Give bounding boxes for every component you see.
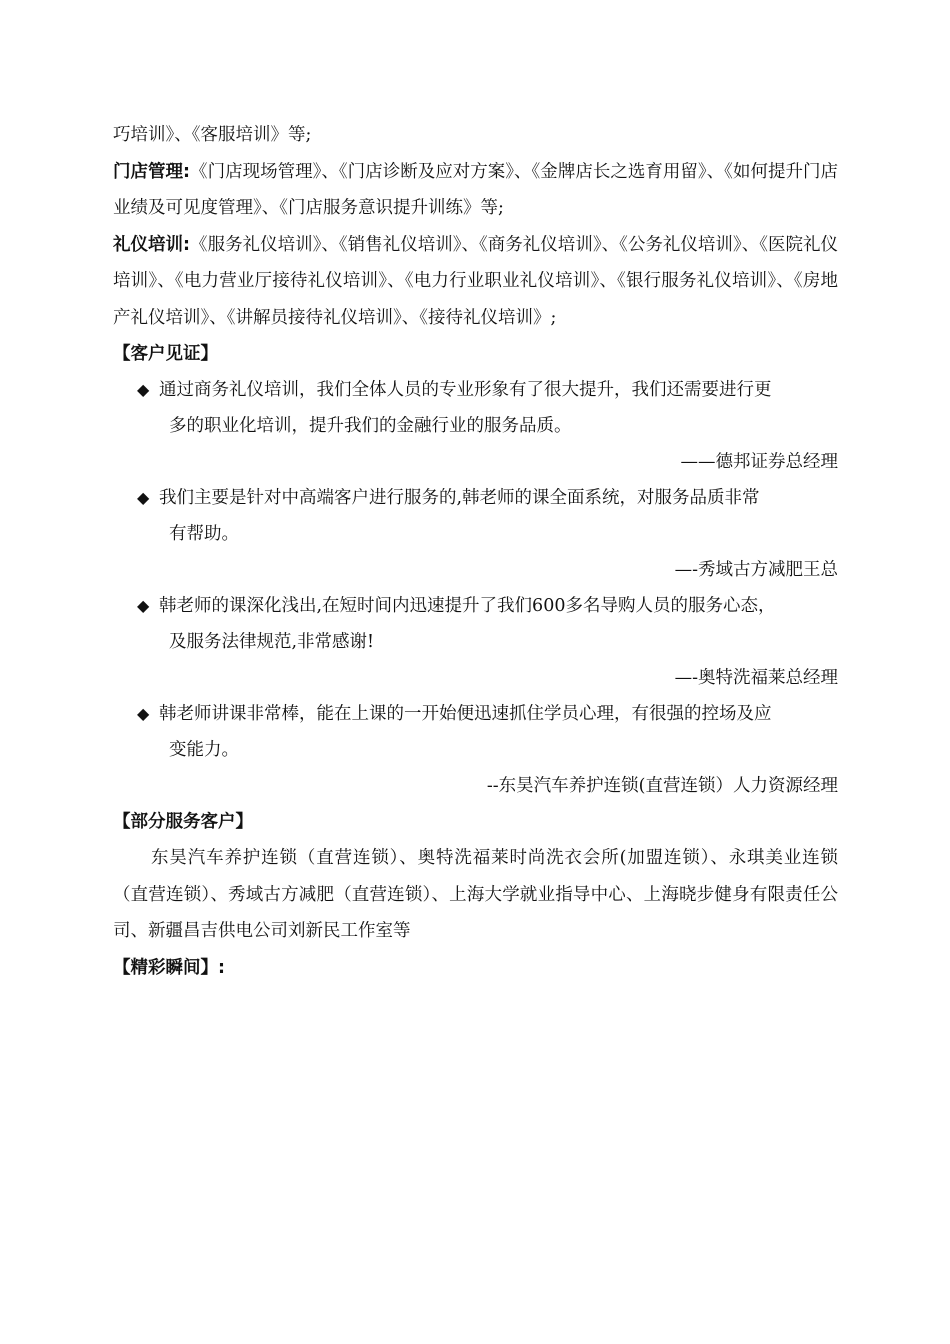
page-content bbox=[113, 117, 838, 986]
testimonial-source: --东昊汽车养护连锁(直营连锁）人力资源经理 bbox=[486, 776, 838, 796]
testimonial-line: 通过商务礼仪培训，我们全体人员的专业形象有了很大提升，我们还需要进行更 bbox=[159, 380, 772, 400]
etiquette-training-text: 《服务礼仪培训》、《销售礼仪培训》、《商务礼仪培训》、《公务礼仪培训》、《医院礼仪培训》、《电力营业厅接待礼仪培训》、《电力行业职业礼仪培训》、《银行服务礼仪培训》、《房地产礼仪培训》、《讲解员接待礼仪培训》、《接待礼仪培训》; bbox=[113, 234, 838, 328]
diamond-bullet-icon: ◆ bbox=[137, 488, 150, 507]
testimonial-source: ——德邦证券总经理 bbox=[680, 452, 838, 472]
testimonial-source: —-秀域古方减肥王总 bbox=[674, 560, 838, 580]
testimonial-item bbox=[113, 480, 838, 588]
etiquette-training-label: 礼仪培训: bbox=[113, 234, 191, 255]
testimonial-source: —-奥特洗福莱总经理 bbox=[674, 668, 838, 688]
testimonial-line: 变能力。 bbox=[169, 740, 239, 760]
testimonials-heading: 【客户见证】 bbox=[113, 344, 218, 364]
testimonial-item bbox=[113, 588, 838, 696]
testimonial-line: 多的职业化培训，提升我们的金融行业的服务品质。 bbox=[169, 416, 572, 436]
store-management-text: 《门店现场管理》、《门店诊断及应对方案》、《金牌店长之选育用留》、《如何提升门店业绩及可见度管理》、《门店服务意识提升训练》等; bbox=[113, 161, 838, 218]
testimonial-line: 我们主要是针对中高端客户进行服务的,韩老师的课全面系统，对服务品质非常 bbox=[159, 488, 760, 508]
testimonial-line: 韩老师讲课非常棒，能在上课的一开始便迅速抓住学员心理，有很强的控场及应 bbox=[159, 704, 772, 724]
diamond-bullet-icon: ◆ bbox=[137, 380, 150, 399]
testimonial-item bbox=[113, 372, 838, 480]
etiquette-training-paragraph bbox=[113, 227, 838, 337]
clients-paragraph: 东昊汽车养护连锁（直营连锁）、奥特洗福莱时尚洗衣会所(加盟连锁）、永琪美业连锁（直营连锁）、秀域古方减肥（直营连锁）、上海大学就业指导中心、上海晓步健身有限责任公司、新疆昌吉供电公司刘新民工作室等 bbox=[113, 848, 838, 941]
highlights-heading: 【精彩瞬间】: bbox=[113, 957, 225, 978]
clients-heading: 【部分服务客户】 bbox=[113, 812, 253, 832]
diamond-bullet-icon: ◆ bbox=[137, 596, 150, 615]
store-management-label: 门店管理: bbox=[113, 161, 191, 182]
testimonial-line: 及服务法律规范,非常感谢! bbox=[169, 632, 375, 652]
diamond-bullet-icon: ◆ bbox=[137, 704, 150, 723]
intro-line: 巧培训》、《客服培训》等; bbox=[113, 125, 312, 145]
testimonial-line: 有帮助。 bbox=[169, 524, 239, 544]
testimonial-line: 韩老师的课深化浅出,在短时间内迅速提升了我们600多名导购人员的服务心态， bbox=[159, 596, 776, 616]
testimonial-item bbox=[113, 696, 838, 804]
store-management-paragraph bbox=[113, 154, 838, 227]
